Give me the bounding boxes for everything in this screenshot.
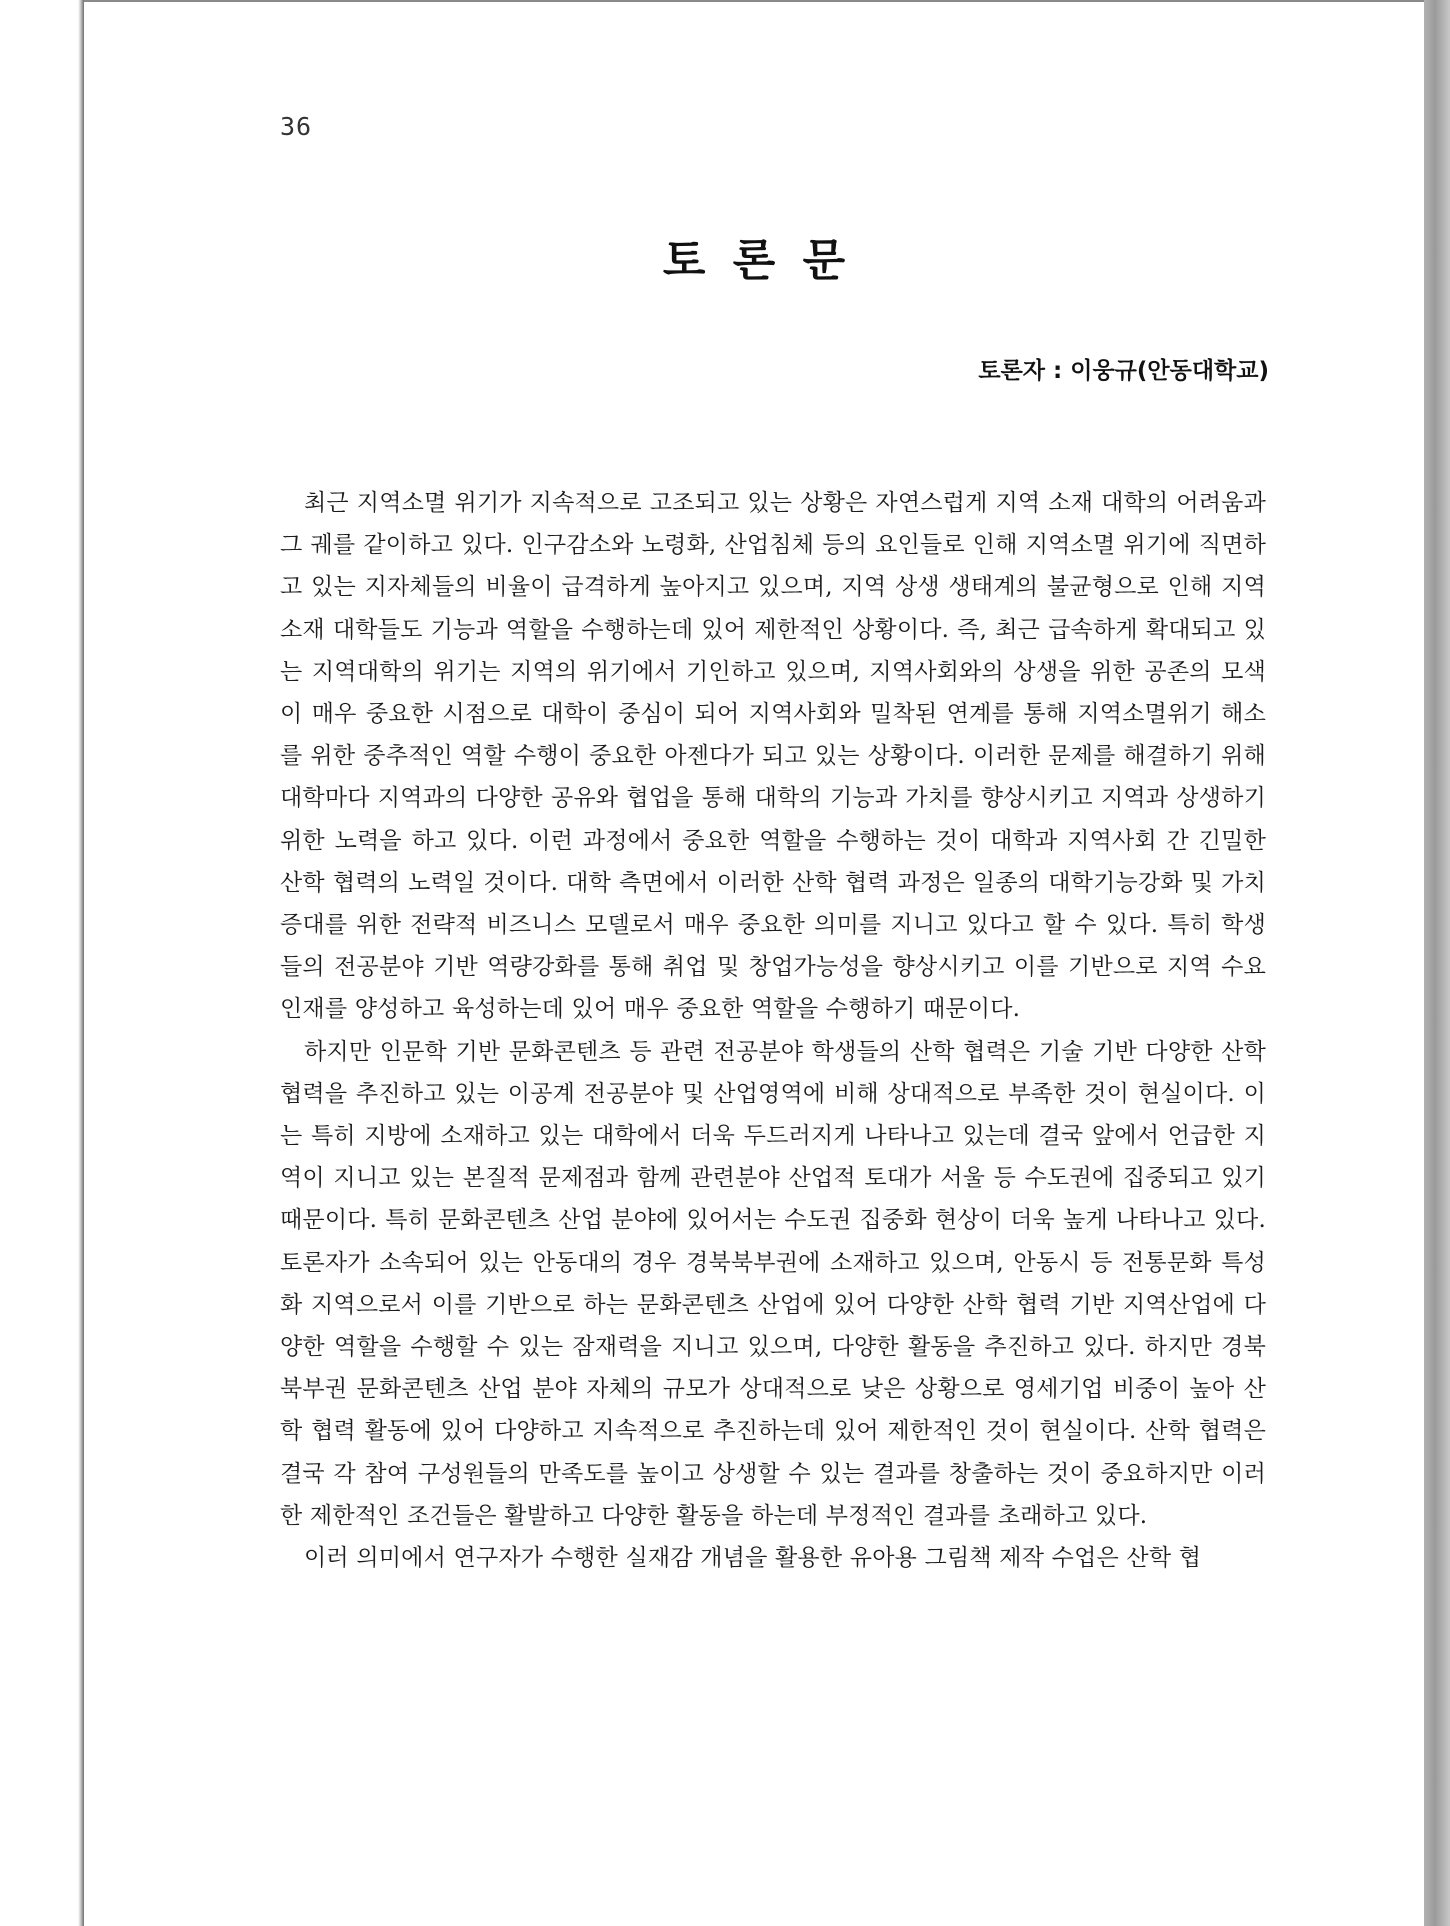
- scan-left-edge: [0, 0, 84, 1926]
- author-line: 토론자 : 이웅규(안동대학교): [978, 358, 1269, 384]
- document-page: [84, 0, 1424, 1926]
- paragraph: 이러 의미에서 연구자가 수행한 실재감 개념을 활용한 유아용 그림책 제작 수업은 산학 협: [304, 1545, 1202, 1572]
- body-text: [280, 482, 1266, 1579]
- page-title: 토 론 문: [662, 235, 846, 286]
- paragraph: 하지만 인문학 기반 문화콘텐츠 등 관련 전공분야 학생들의 산학 협력은 기술 기반 다양한 산학 협력을 추진하고 있는 이공계 전공분야 및 산업영역에 비해 상대적으로 부족한 것이 현실이다. 이는 특히 지방에 소재하고 있는 대학에서 더욱 두드러지게 나타나고 있는데 결국 앞에서 언급한 지역이 지니고 있는 본질적 문제점과 함께 관련분야 산업적 토대가 서울 등 수도권에 집중되고 있기 때문이다. 특히 문화콘텐츠 산업 분야에 있어서는 수도권 집중화 현상이 더욱 높게 나타나고 있다. 토론자가 소속되어 있는 안동대의 경우 경북북부권에 소재하고 있으며, 안동시 등 전통문화 특성화 지역으로서 이를 기반으로 하는 문화콘텐츠 산업에 있어 다양한 산학 협력 기반 지역산업에 다양한 역할을 수행할 수 있는 잠재력을 지니고 있으며, 다양한 활동을 추진하고 있다. 하지만 경북북부권 문화콘텐츠 산업 분야 자체의 규모가 상대적으로 낮은 상황으로 영세기업 비중이 높아 산학 협력 활동에 있어 다양하고 지속적으로 추진하는데 있어 제한적인 것이 현실이다. 산학 협력은 결국 각 참여 구성원들의 만족도를 높이고 상생할 수 있는 결과를 창출하는 것이 중요하지만 이러한 제한적인 조건들은 활발하고 다양한 활동을 하는데 부정적인 결과를 초래하고 있다.: [280, 1038, 1266, 1529]
- paragraph: 최근 지역소멸 위기가 지속적으로 고조되고 있는 상황은 자연스럽게 지역 소재 대학의 어려움과 그 궤를 같이하고 있다. 인구감소와 노령화, 산업침체 등의 요인들로 인해 지역소멸 위기에 직면하고 있는 지자체들의 비율이 급격하게 높아지고 있으며, 지역 상생 생태계의 불균형으로 인해 지역 소재 대학들도 기능과 역할을 수행하는데 있어 제한적인 상황이다. 즉, 최근 급속하게 확대되고 있는 지역대학의 위기는 지역의 위기에서 기인하고 있으며, 지역사회와의 상생을 위한 공존의 모색이 매우 중요한 시점으로 대학이 중심이 되어 지역사회와 밀착된 연계를 통해 지역소멸위기 해소를 위한 중추적인 역할 수행이 중요한 아젠다가 되고 있는 상황이다. 이러한 문제를 해결하기 위해 대학마다 지역과의 다양한 공유와 협업을 통해 대학의 기능과 가치를 향상시키고 지역과 상생하기 위한 노력을 하고 있다. 이런 과정에서 중요한 역할을 수행하는 것이 대학과 지역사회 간 긴밀한 산학 협력의 노력일 것이다. 대학 측면에서 이러한 산학 협력 과정은 일종의 대학기능강화 및 가치증대를 위한 전략적 비즈니스 모델로서 매우 중요한 의미를 지니고 있다고 할 수 있다. 특히 학생들의 전공분야 기반 역량강화를 통해 취업 및 창업가능성을 향상시키고 이를 기반으로 지역 수요 인재를 양성하고 육성하는데 있어 매우 중요한 역할을 수행하기 때문이다.: [280, 490, 1266, 1023]
- page-number: 36: [280, 112, 313, 141]
